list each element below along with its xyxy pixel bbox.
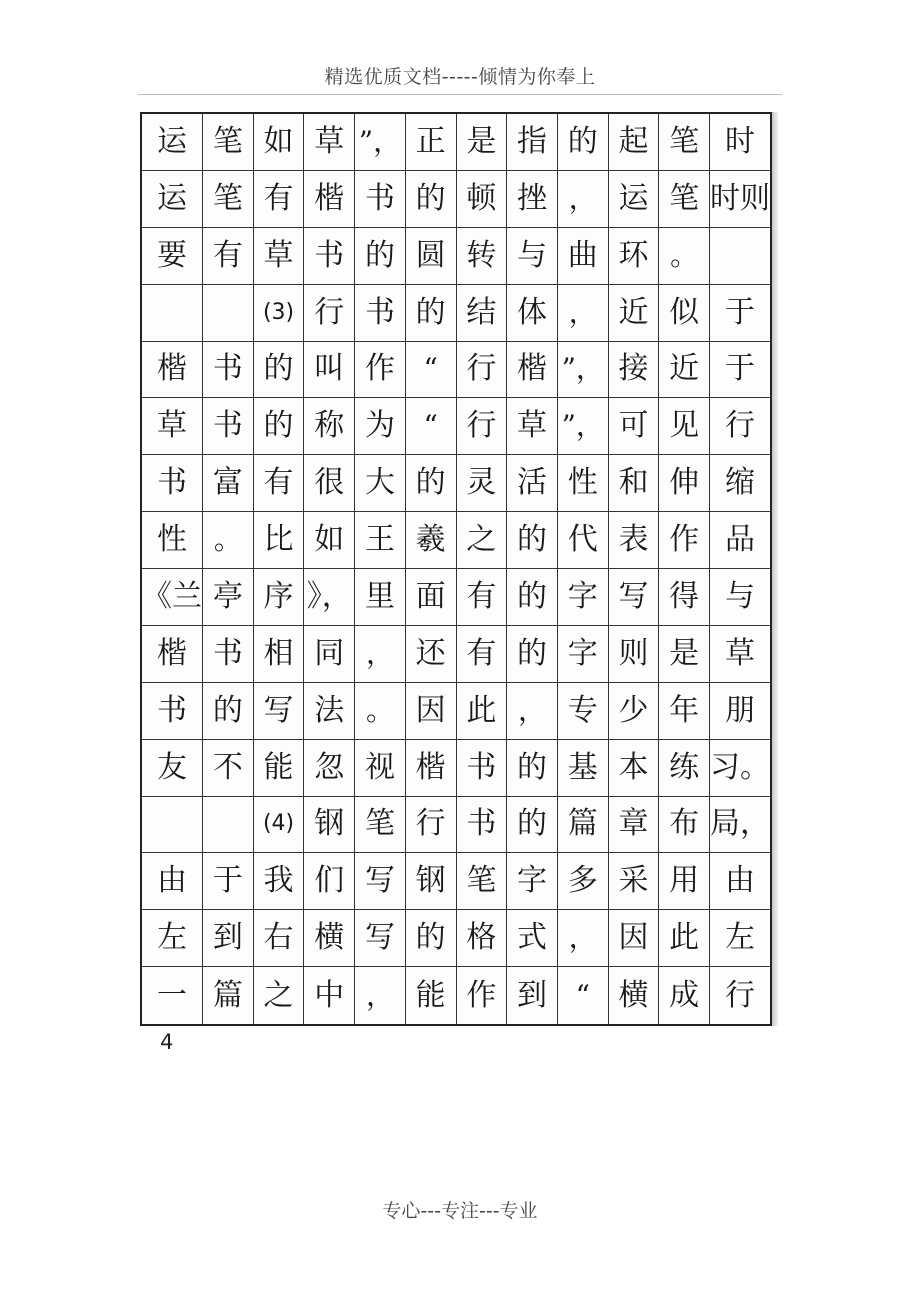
grid-cell: ”， xyxy=(558,398,609,455)
grid-cell: “ xyxy=(558,967,609,1024)
grid-cell: 作 xyxy=(659,512,710,569)
grid-cell: 书 xyxy=(457,797,508,854)
grid-cell: 横 xyxy=(609,967,660,1024)
grid-cell: 习。 xyxy=(710,740,770,797)
grid-cell: 行 xyxy=(457,398,508,455)
grid-cell: 行 xyxy=(457,342,508,399)
grid-cell: 格 xyxy=(457,910,508,967)
grid-cell: 因 xyxy=(609,910,660,967)
grid-cell: 的 xyxy=(507,797,558,854)
grid-cell: 》， xyxy=(304,569,355,626)
grid-cell: 草 xyxy=(142,398,203,455)
grid-cell: 于 xyxy=(710,285,770,342)
grid-cell: 正 xyxy=(406,114,457,171)
grid-cell: 之 xyxy=(457,512,508,569)
grid-cell: 钢 xyxy=(406,853,457,910)
grid-cell: 作 xyxy=(355,342,406,399)
grid-cell: 则 xyxy=(609,626,660,683)
grid-cell: 的 xyxy=(254,398,305,455)
grid-cell: 作 xyxy=(457,967,508,1024)
grid-cell: 笔 xyxy=(659,114,710,171)
grid-cell: 右 xyxy=(254,910,305,967)
page-number: 4 xyxy=(160,1030,174,1054)
grid-cell: 活 xyxy=(507,455,558,512)
grid-cell: 此 xyxy=(659,910,710,967)
grid-cell: 的 xyxy=(507,569,558,626)
grid-cell xyxy=(142,285,203,342)
grid-cell: 笔 xyxy=(457,853,508,910)
grid-cell: 性 xyxy=(558,455,609,512)
grid-cell: 字 xyxy=(558,626,609,683)
grid-cell: ， xyxy=(507,683,558,740)
grid-cell: 用 xyxy=(659,853,710,910)
grid-cell: 同 xyxy=(304,626,355,683)
grid-cell: 章 xyxy=(609,797,660,854)
grid-cell: 能 xyxy=(406,967,457,1024)
grid-cell: 有 xyxy=(457,626,508,683)
grid-cell: 序 xyxy=(254,569,305,626)
grid-cell: 中 xyxy=(304,967,355,1024)
grid-cell: 运 xyxy=(142,171,203,228)
grid-cell: 本 xyxy=(609,740,660,797)
grid-cell: 可 xyxy=(609,398,660,455)
grid-cell: ， xyxy=(355,626,406,683)
grid-cell: 的 xyxy=(254,342,305,399)
grid-cell: 灵 xyxy=(457,455,508,512)
grid-cell: 指 xyxy=(507,114,558,171)
grid-cell: 写 xyxy=(254,683,305,740)
grid-cell: 练 xyxy=(659,740,710,797)
grid-cell: 相 xyxy=(254,626,305,683)
grid-cell: 楷 xyxy=(507,342,558,399)
grid-cell: 左 xyxy=(710,910,770,967)
grid-cell: 的 xyxy=(507,626,558,683)
grid-cell: 一 xyxy=(142,967,203,1024)
grid-cell: 如 xyxy=(254,114,305,171)
grid-cell: 是 xyxy=(457,114,508,171)
grid-cell: 楷 xyxy=(406,740,457,797)
grid-cell: 称 xyxy=(304,398,355,455)
grid-cell: 楷 xyxy=(142,626,203,683)
grid-cell: “ xyxy=(406,398,457,455)
grid-cell: 多 xyxy=(558,853,609,910)
grid-cell: 王 xyxy=(355,512,406,569)
grid-cell: 富 xyxy=(203,455,254,512)
grid-cell xyxy=(203,797,254,854)
grid-cell: 专 xyxy=(558,683,609,740)
grid-cell: (3) xyxy=(254,285,305,342)
grid-cell: 行 xyxy=(725,977,755,1013)
grid-cell: 。 xyxy=(203,512,254,569)
grid-cell: 的 xyxy=(406,455,457,512)
grid-cell: 忽 xyxy=(304,740,355,797)
grid-cell: 有 xyxy=(254,455,305,512)
grid-cell: 的 xyxy=(558,114,609,171)
grid-cell: 代 xyxy=(558,512,609,569)
grid-cell: 书 xyxy=(304,228,355,285)
grid-cell: 左 xyxy=(142,910,203,967)
grid-cell: 叫 xyxy=(304,342,355,399)
grid-cell: ”， xyxy=(558,342,609,399)
grid-cell: 由 xyxy=(710,853,770,910)
grid-cell: 楷 xyxy=(142,342,203,399)
grid-cell: 我 xyxy=(254,853,305,910)
grid-cell: 近 xyxy=(659,342,710,399)
grid-cell: 横 xyxy=(304,910,355,967)
grid-cell: 很 xyxy=(304,455,355,512)
grid-cell: 写 xyxy=(355,910,406,967)
grid-cell: 们 xyxy=(304,853,355,910)
grid-cell: 写 xyxy=(355,853,406,910)
grid-cell: 笔 xyxy=(355,797,406,854)
grid-cell: 行 xyxy=(710,398,770,455)
grid-cell: 起 xyxy=(609,114,660,171)
grid-cell: 草 xyxy=(254,228,305,285)
grid-cell: 草 xyxy=(710,626,770,683)
grid-cell: 为 xyxy=(355,398,406,455)
grid-cell: 有 xyxy=(203,228,254,285)
grid-cell: 面 xyxy=(406,569,457,626)
grid-cell: 基 xyxy=(558,740,609,797)
grid-cell: 少 xyxy=(609,683,660,740)
grid-cell: 里 xyxy=(355,569,406,626)
grid-cell: 是 xyxy=(659,626,710,683)
grid-cell: 挫 xyxy=(507,171,558,228)
grid-cell: 篇 xyxy=(203,967,254,1024)
grid-cell: 不 xyxy=(203,740,254,797)
grid-cell: 运 xyxy=(142,114,203,171)
grid-cell: 到 xyxy=(507,967,558,1024)
grid-cell: 成 xyxy=(659,967,710,1024)
grid-cell: 与 xyxy=(710,569,770,626)
grid-cell: 于 xyxy=(203,853,254,910)
grid-cell: 书 xyxy=(457,740,508,797)
grid-cell: 和 xyxy=(609,455,660,512)
grid-cell: 于 xyxy=(710,342,770,399)
grid-cell: 。 xyxy=(659,228,710,285)
grid-cell: 得 xyxy=(659,569,710,626)
grid-cell: 视 xyxy=(355,740,406,797)
grid-cell: 楷 xyxy=(304,171,355,228)
grid-cell: 近 xyxy=(609,285,660,342)
grid-cell: 采 xyxy=(609,853,660,910)
grid-cell: 的 xyxy=(406,171,457,228)
grid-cell: 笔 xyxy=(203,171,254,228)
page-header: 精选优质文档-----倾情为你奉上 xyxy=(324,66,596,88)
grid-cell: 比 xyxy=(254,512,305,569)
grid-cell: 书 xyxy=(203,342,254,399)
grid-cell: 书 xyxy=(355,285,406,342)
grid-cell: 表 xyxy=(609,512,660,569)
grid-cell: 书 xyxy=(142,683,203,740)
grid-cell: 书 xyxy=(142,455,203,512)
grid-cell: 年 xyxy=(659,683,710,740)
grid-cell: ， xyxy=(558,910,609,967)
grid-cell: 篇 xyxy=(558,797,609,854)
grid-cell: 圆 xyxy=(406,228,457,285)
grid-cell: 有 xyxy=(457,569,508,626)
grid-cell: 《兰 xyxy=(142,569,203,626)
grid-cell: 的 xyxy=(507,512,558,569)
grid-cell: 亭 xyxy=(203,569,254,626)
grid-cell: 似 xyxy=(659,285,710,342)
grid-cell xyxy=(142,797,203,854)
grid-cell: 之 xyxy=(254,967,305,1024)
grid-cell: 钢 xyxy=(304,797,355,854)
grid-cell: 笔 xyxy=(659,171,710,228)
grid-cell: 布 xyxy=(659,797,710,854)
grid-cell: 伸 xyxy=(659,455,710,512)
grid-cell: 。 xyxy=(355,683,406,740)
grid-cell: 法 xyxy=(304,683,355,740)
grid-cell: 式 xyxy=(507,910,558,967)
grid-cell: ”， xyxy=(355,114,406,171)
grid-cell: 性 xyxy=(142,512,203,569)
grid-cell: 能 xyxy=(254,740,305,797)
grid-cell: 草 xyxy=(304,114,355,171)
grid-cell: 行 xyxy=(304,285,355,342)
grid-cell: ， xyxy=(558,285,609,342)
grid-cell xyxy=(710,228,770,285)
grid-cell: 行 xyxy=(406,797,457,854)
grid-cell: “ xyxy=(406,342,457,399)
grid-cell: 与 xyxy=(507,228,558,285)
grid-cell: 友 xyxy=(142,740,203,797)
grid-cell: 品 xyxy=(710,512,770,569)
grid-cell: 曲 xyxy=(558,228,609,285)
grid-cell: 的 xyxy=(203,683,254,740)
grid-cell: 字 xyxy=(507,853,558,910)
manuscript-grid xyxy=(140,112,772,1026)
grid-cell: 书 xyxy=(355,171,406,228)
grid-cell: 时则 xyxy=(710,171,770,228)
grid-cell: 写 xyxy=(609,569,660,626)
grid-cell: 笔 xyxy=(203,114,254,171)
grid-cell: 书 xyxy=(203,626,254,683)
grid-cell: 羲 xyxy=(406,512,457,569)
grid-cell: 局， xyxy=(710,797,770,854)
grid-cell: 环 xyxy=(609,228,660,285)
grid-cell: 大 xyxy=(355,455,406,512)
grid-cell: 运 xyxy=(609,171,660,228)
grid-cell: 由 xyxy=(142,853,203,910)
grid-cell: 到 xyxy=(203,910,254,967)
grid-cell: 朋 xyxy=(710,683,770,740)
grid-cell: 还 xyxy=(406,626,457,683)
grid-cell: 的 xyxy=(406,285,457,342)
grid-cell: 字 xyxy=(558,569,609,626)
grid-cell: 缩 xyxy=(710,455,770,512)
grid-cell: 接 xyxy=(609,342,660,399)
grid-cell: 书 xyxy=(203,398,254,455)
grid-cell: 结 xyxy=(457,285,508,342)
grid-cell: 因 xyxy=(406,683,457,740)
grid-cell: 体 xyxy=(507,285,558,342)
scan-edge-shadow xyxy=(772,112,778,1026)
grid-cell: (4) xyxy=(254,797,305,854)
grid-cell: ， xyxy=(355,967,406,1024)
grid-cell: 的 xyxy=(406,910,457,967)
grid-cell: 顿 xyxy=(457,171,508,228)
grid-cell: 见 xyxy=(659,398,710,455)
grid-cell: 转 xyxy=(457,228,508,285)
grid-cell: 如 xyxy=(304,512,355,569)
grid-cell: 有 xyxy=(254,171,305,228)
grid-cell: ， xyxy=(558,171,609,228)
grid-cell: 时 xyxy=(710,114,770,171)
grid-cell: 的 xyxy=(507,740,558,797)
page-footer: 专心---专注---专业 xyxy=(382,1200,538,1222)
grid-cell: 要 xyxy=(142,228,203,285)
header-divider xyxy=(138,94,782,95)
grid-cell: 草 xyxy=(507,398,558,455)
grid-cell: 的 xyxy=(355,228,406,285)
grid-cell: 此 xyxy=(457,683,508,740)
grid-cell xyxy=(203,285,254,342)
